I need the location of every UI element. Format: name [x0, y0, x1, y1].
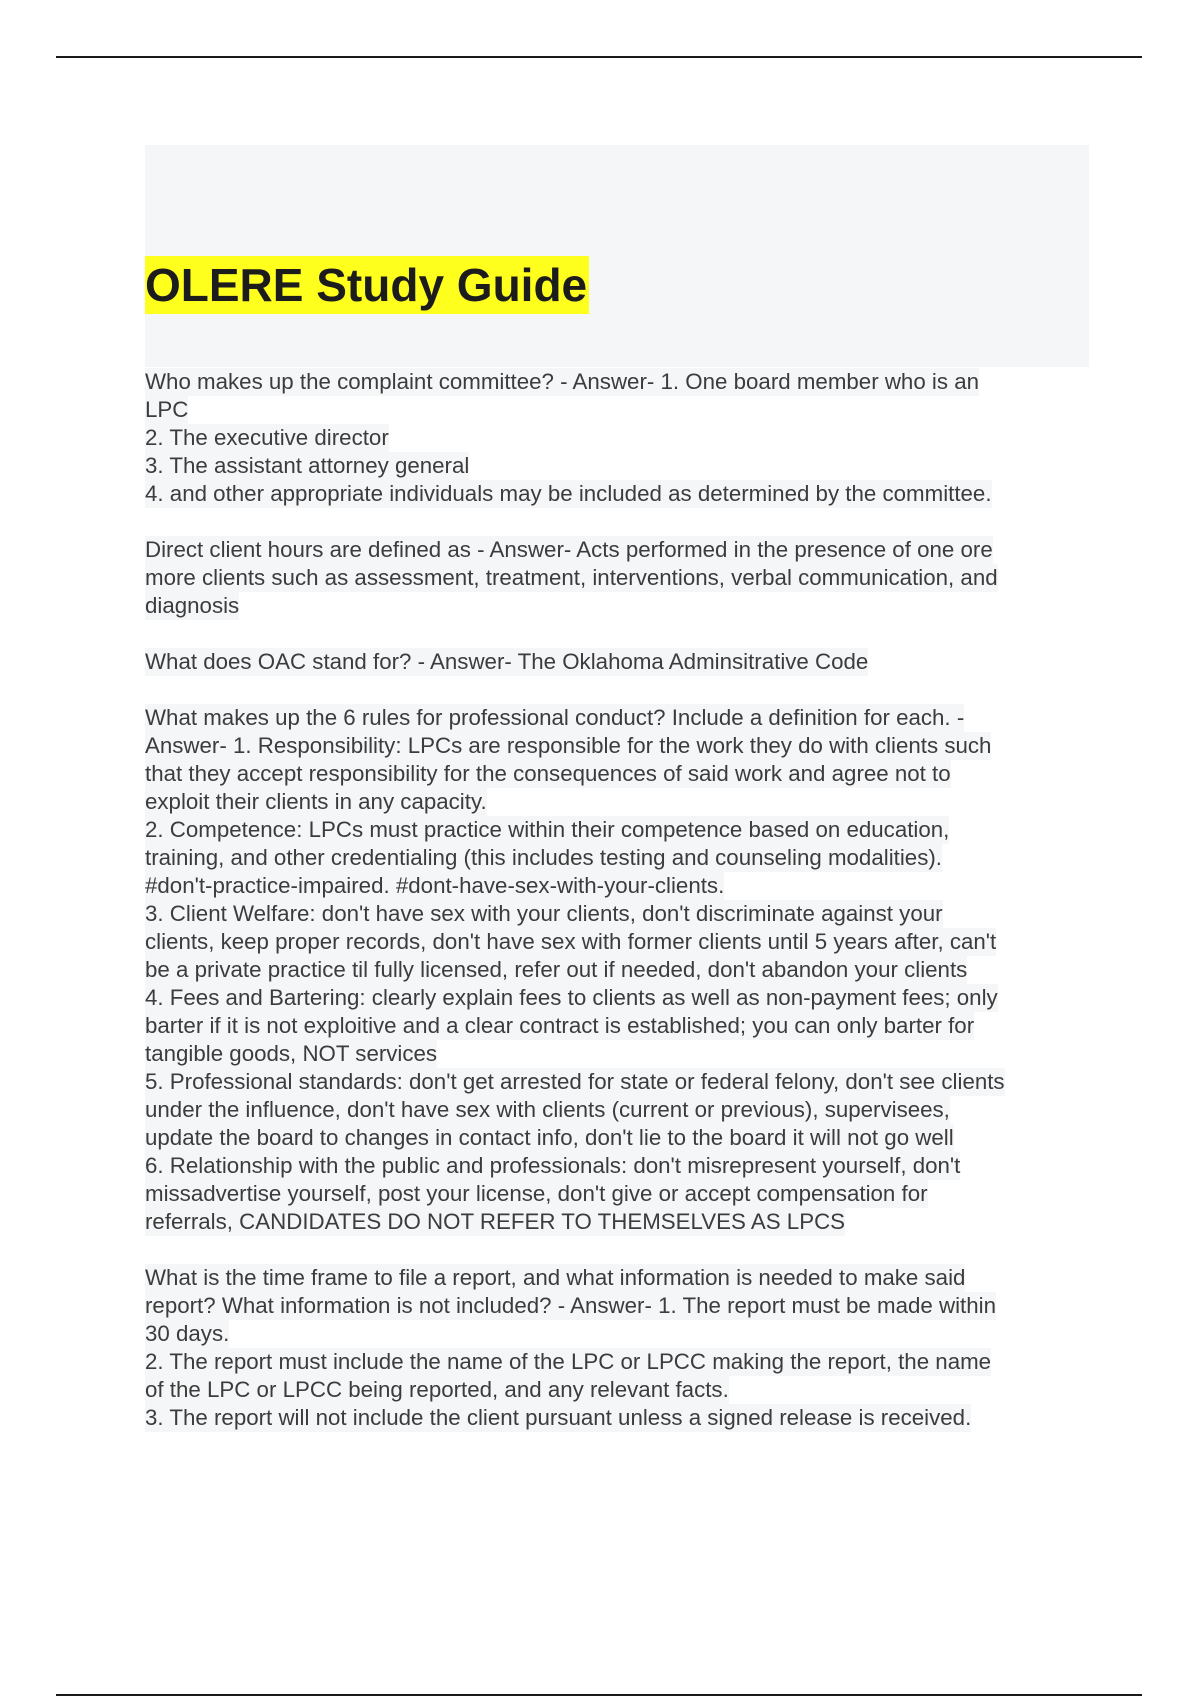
text-line: What does OAC stand for? - Answer- The Oklahoma Adminsitrative Code	[145, 649, 869, 674]
page-title: OLERE Study Guide	[145, 256, 589, 314]
qa-entry	[145, 704, 1095, 1236]
text-line: 2. The report must include the name of the LPC or LPCC making the report, the name	[145, 1349, 992, 1374]
text-line: 3. Client Welfare: don't have sex with your clients, don't discriminate against your	[145, 901, 943, 926]
text-line: 4. and other appropriate individuals may be included as determined by the committee.	[145, 481, 992, 506]
text-line: update the board to changes in contact info, don't lie to the board it will not go well	[145, 1125, 954, 1150]
text-line: Direct client hours are defined as - Answer- Acts performed in the presence of one ore	[145, 537, 993, 562]
text-line: of the LPC or LPCC being reported, and any relevant facts.	[145, 1377, 729, 1402]
bottom-rule	[56, 1694, 1142, 1696]
qa-entry	[145, 368, 1095, 508]
text-line: 3. The report will not include the client pursuant unless a signed release is received.	[145, 1405, 972, 1430]
text-line: missadvertise yourself, post your license, don't give or accept compensation for	[145, 1181, 928, 1206]
text-line: LPC	[145, 397, 189, 422]
text-line: 2. The executive director	[145, 425, 389, 450]
top-rule	[56, 56, 1142, 58]
text-line: referrals, CANDIDATES DO NOT REFER TO THEMSELVES AS LPCS	[145, 1209, 846, 1234]
qa-entry	[145, 648, 1095, 676]
text-line: report? What information is not included? - Answer- 1. The report must be made within	[145, 1293, 996, 1318]
text-line: clients, keep proper records, don't have sex with former clients until 5 years after, can't	[145, 929, 997, 954]
text-line: tangible goods, NOT services	[145, 1041, 438, 1066]
text-line: more clients such as assessment, treatment, interventions, verbal communication, and	[145, 565, 998, 590]
text-line: diagnosis	[145, 593, 240, 618]
qa-entry	[145, 536, 1095, 620]
study-guide-body	[145, 368, 1095, 1460]
text-line: 2. Competence: LPCs must practice within their competence based on education,	[145, 817, 950, 842]
text-line: What makes up the 6 rules for professional conduct? Include a definition for each. -	[145, 705, 965, 730]
text-line: 4. Fees and Bartering: clearly explain fees to clients as well as non-payment fees; only	[145, 985, 998, 1010]
text-line: #don't-practice-impaired. #dont-have-sex-with-your-clients.	[145, 873, 725, 898]
text-line: 30 days.	[145, 1321, 230, 1346]
text-line: 3. The assistant attorney general	[145, 453, 470, 478]
text-line: 5. Professional standards: don't get arrested for state or federal felony, don't see clients	[145, 1069, 1005, 1094]
text-line: exploit their clients in any capacity.	[145, 789, 487, 814]
text-line: training, and other credentialing (this includes testing and counseling modalities).	[145, 845, 942, 870]
text-line: What is the time frame to file a report, and what information is needed to make said	[145, 1265, 966, 1290]
text-line: barter if it is not exploitive and a clear contract is established; you can only barter for	[145, 1013, 975, 1038]
text-line: 6. Relationship with the public and professionals: don't misrepresent yourself, don't	[145, 1153, 961, 1178]
text-line: that they accept responsibility for the consequences of said work and agree not to	[145, 761, 951, 786]
text-line: Answer- 1. Responsibility: LPCs are responsible for the work they do with clients such	[145, 733, 992, 758]
qa-entry	[145, 1264, 1095, 1432]
text-line: be a private practice til fully licensed, refer out if needed, don't abandon your clients	[145, 957, 968, 982]
text-line: under the influence, don't have sex with clients (current or previous), supervisees,	[145, 1097, 950, 1122]
text-line: Who makes up the complaint committee? - Answer- 1. One board member who is an	[145, 369, 980, 394]
